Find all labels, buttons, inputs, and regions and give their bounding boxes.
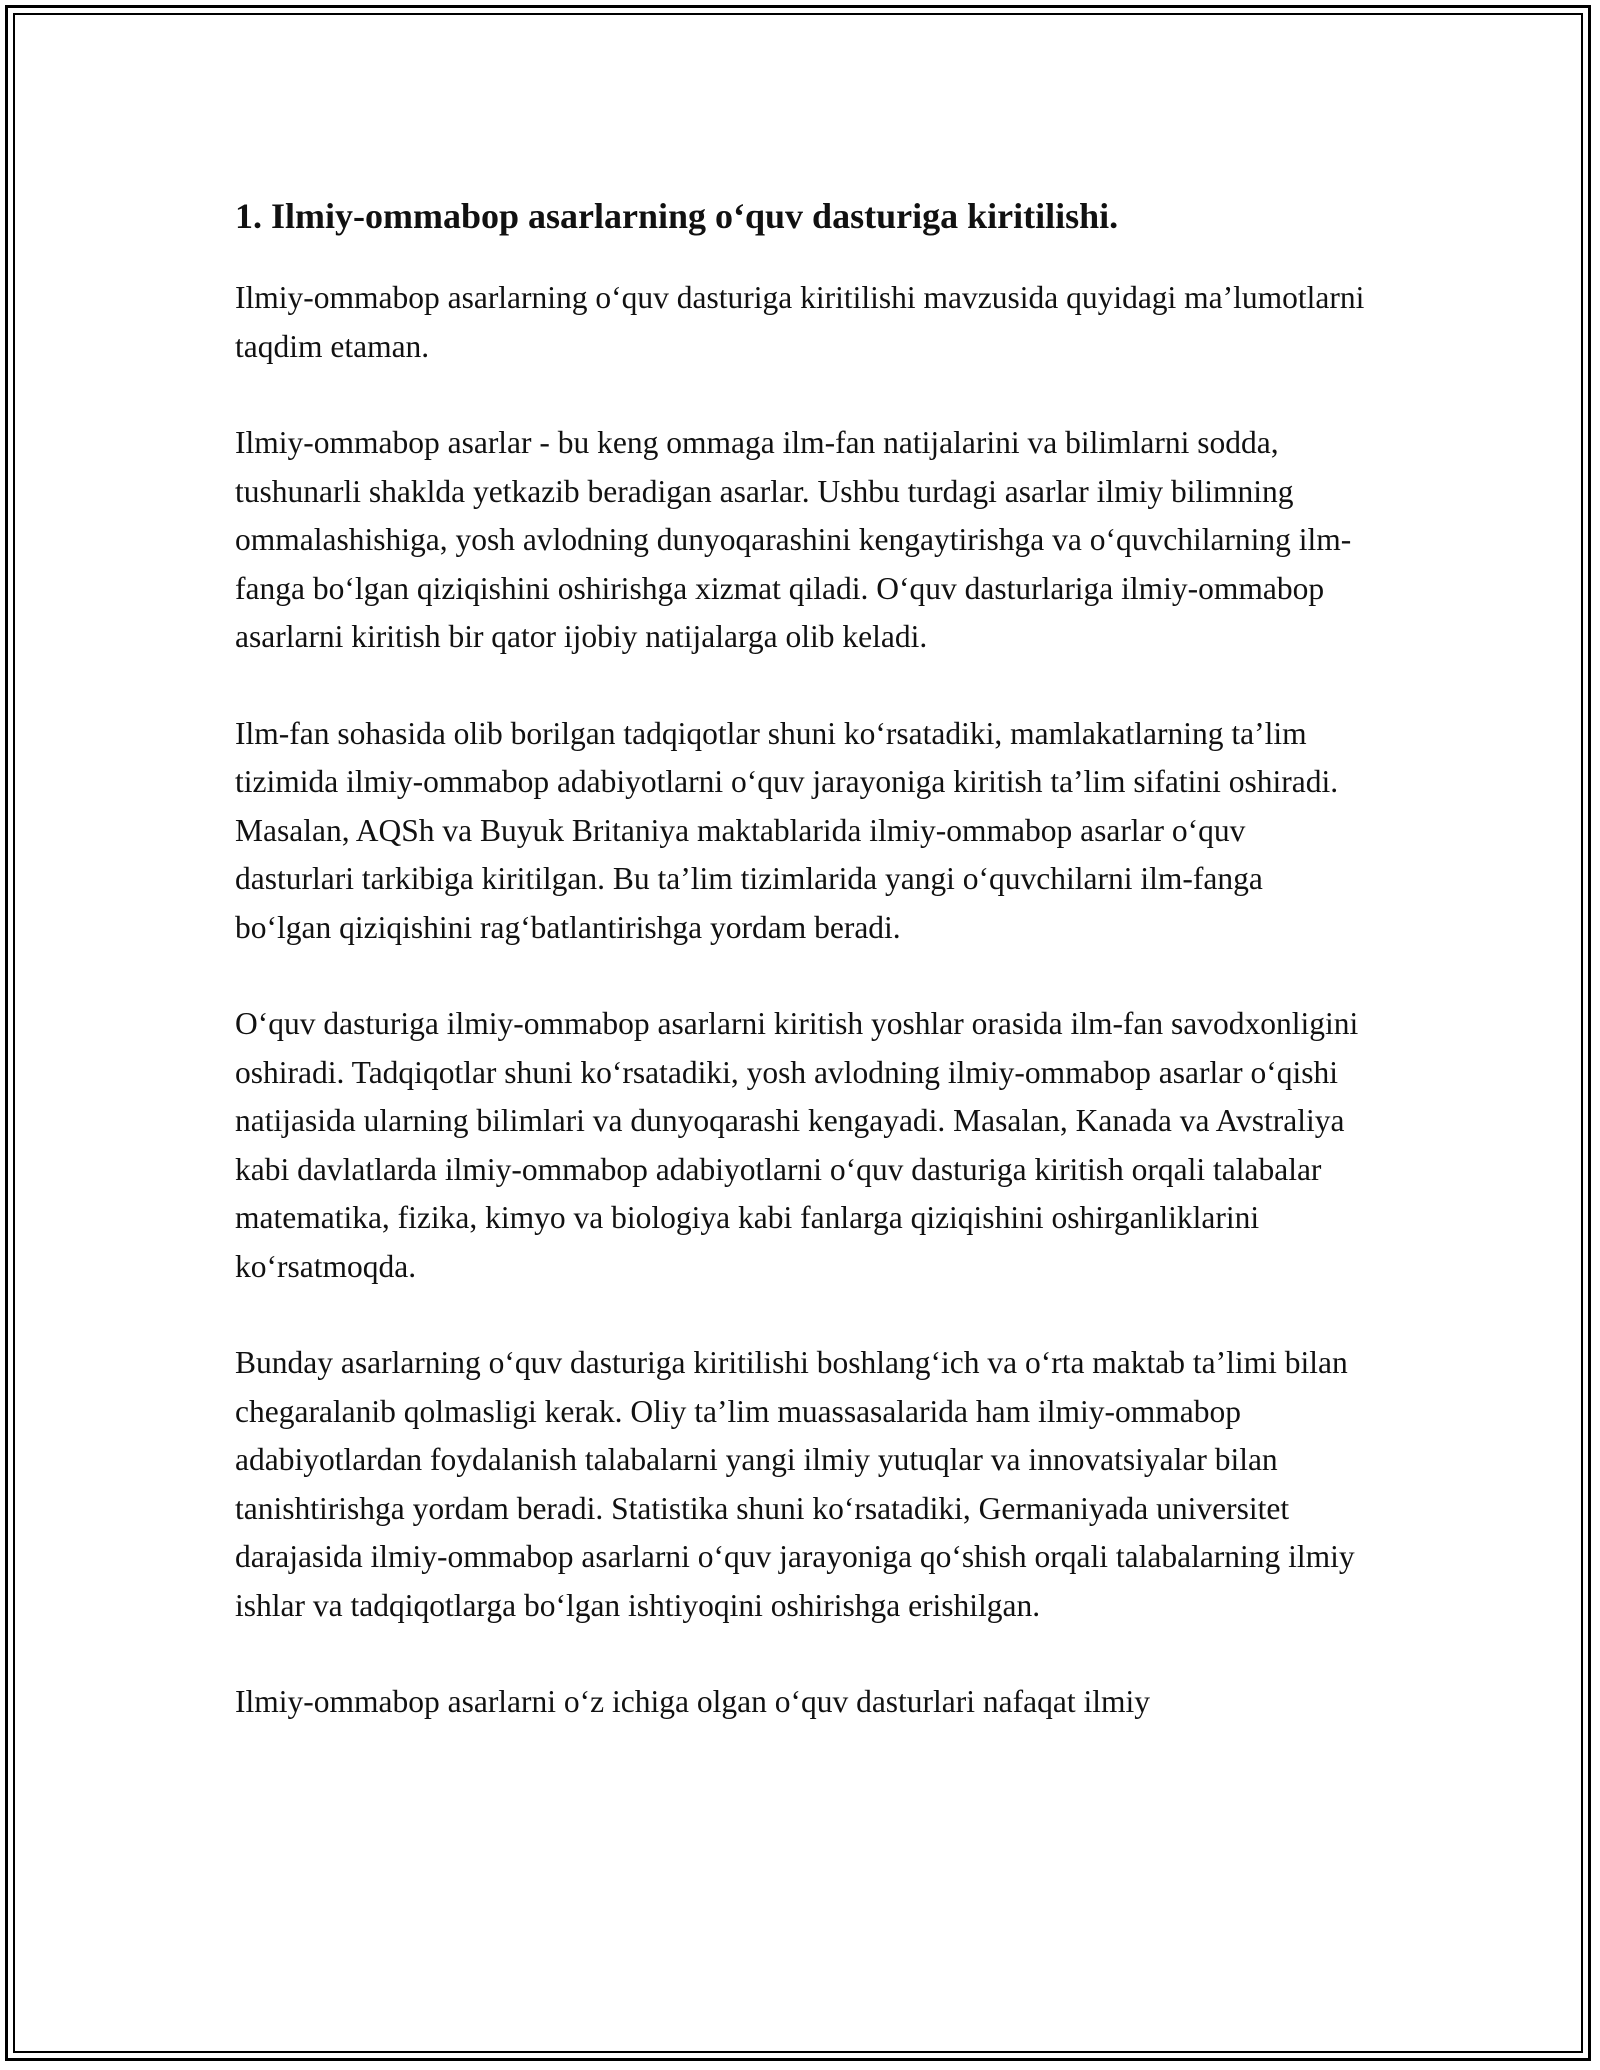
paragraph-research: Ilm-fan sohasida olib borilgan tadqiqotlar shuni ko‘rsatadiki, mamlakatlarning ta’lim tizimida ilmiy-ommabop adabiyotlarni o‘quv jarayoniga kiritish ta’lim sifatini oshiradi. Masalan, AQSh va Buyuk Britaniya maktablarida ilmiy-ommabop asarlar o‘quv dasturlari tarkibiga kiritilgan. Bu ta’lim tizimlarida yangi o‘quvchilarni ilm-fanga bo‘lgan qiziqishini rag‘batlantirishga yordam beradi.: [235, 715, 1339, 945]
paragraph-higher-education: Bunday asarlarning o‘quv dasturiga kiritilishi boshlang‘ich va o‘rta maktab ta’limi bilan chegaralanib qolmasligi kerak. Oliy ta’lim muassasalarida ham ilmiy-ommabop adabiyotlardan foydalanish talabalarni yangi ilmiy yutuqlar va innovatsiyalar bilan tanishtirishga yordam beradi. Statistika shuni ko‘rsatadiki, Germaniyada universitet darajasida ilmiy-ommabop asarlarni o‘quv jarayoniga qo‘shish orqali talabalarning ilmiy ishlar va tadqiqotlarga bo‘lgan ishtiyoqini oshirishga erishilgan.: [235, 1345, 1355, 1623]
paragraph-literacy: O‘quv dasturiga ilmiy-ommabop asarlarni kiritish yoshlar orasida ilm-fan savodxonligini oshiradi. Tadqiqotlar shuni ko‘rsatadiki, yosh avlodning ilmiy-ommabop asarlar o‘qishi natijasida ularning bilimlari va dunyoqarashi kengayadi. Masalan, Kanada va Avstraliya kabi davlatlarda ilmiy-ommabop adabiyotlarni o‘quv dasturiga kiritish orqali talabalar matematika, fizika, kimyo va biologiya kabi fanlarga qiziqishini oshirganliklarini ko‘rsatmoqda.: [235, 1006, 1359, 1284]
paragraph-intro: Ilmiy-ommabop asarlarning o‘quv dasturiga kiritilishi mavzusida quyidagi ma’lumotlarni taqdim etaman.: [235, 280, 1365, 364]
section-heading: 1. Ilmiy-ommabop asarlarning o‘quv dasturiga kiritilishi.: [235, 196, 1119, 236]
paragraph-definition: Ilmiy-ommabop asarlar - bu keng ommaga ilm-fan natijalarini va bilimlarni sodda, tushunarli shaklda yetkazib beradigan asarlar. Ushbu turdagi asarlar ilmiy bilimning ommalashishiga, yosh avlodning dunyoqarashini kengaytirishga va o‘quvchilarning ilm-fanga bo‘lgan qiziqishini oshirishga xizmat qiladi. O‘quv dasturlariga ilmiy-ommabop asarlarni kiritish bir qator ijobiy natijalarga olib keladi.: [235, 425, 1352, 654]
paragraph-continuation: Ilmiy-ommabop asarlarni o‘z ichiga olgan o‘quv dasturlari nafaqat ilmiy: [235, 1684, 1150, 1719]
document-body: [235, 188, 1365, 1775]
